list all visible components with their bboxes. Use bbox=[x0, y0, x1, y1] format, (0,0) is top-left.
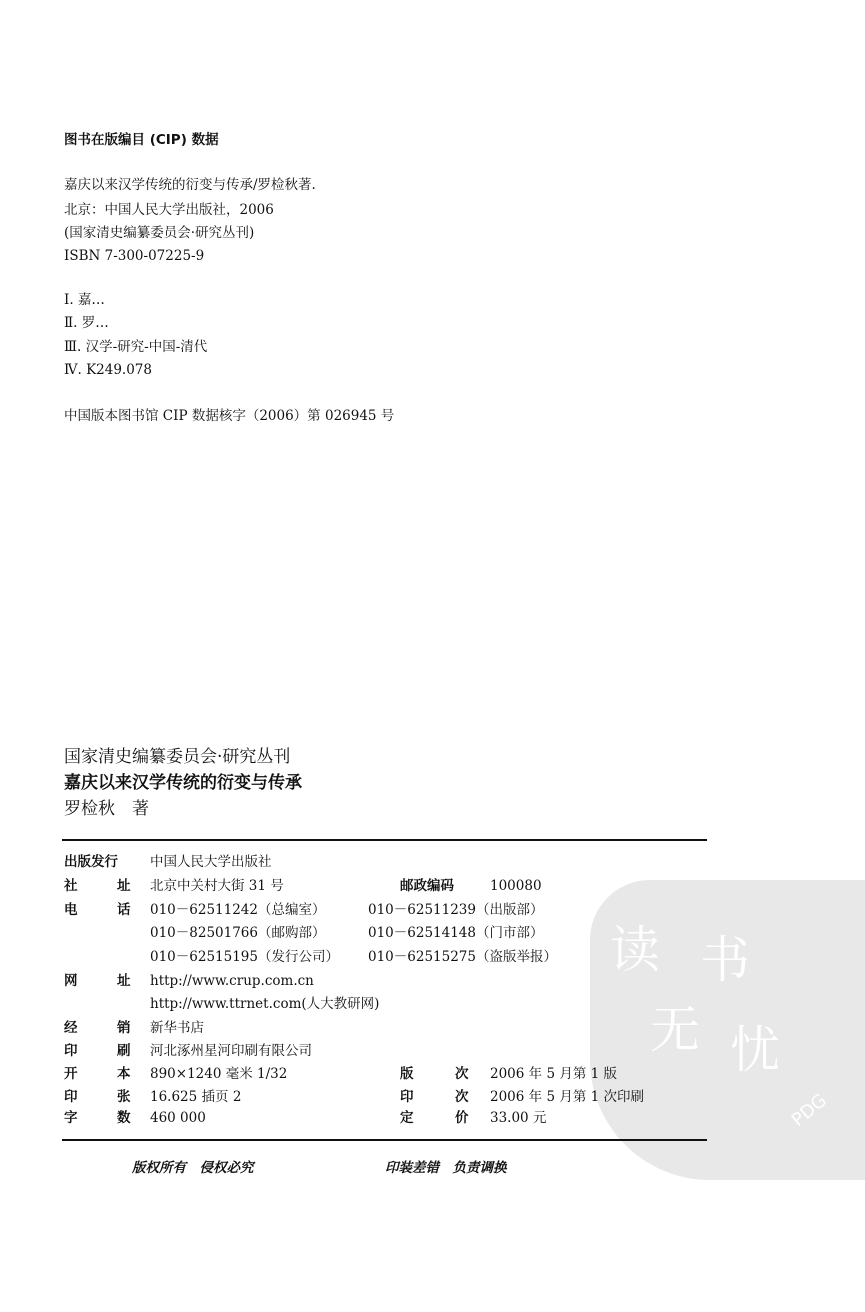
printing-label: 次 bbox=[455, 1089, 469, 1105]
phone-label: 电 bbox=[64, 902, 78, 918]
cip-subject: Ⅰ. 嘉… bbox=[64, 292, 105, 308]
printer-label: 印 bbox=[64, 1043, 78, 1059]
sheets-label: 张 bbox=[117, 1089, 131, 1105]
phone-value: 010－62515195（发行公司） bbox=[150, 949, 339, 965]
cip-subject: Ⅱ. 罗… bbox=[64, 315, 109, 331]
cip-line: 嘉庆以来汉学传统的衍变与传承/罗检秋著. bbox=[64, 177, 316, 193]
cip-subject: Ⅲ. 汉学-研究-中国-清代 bbox=[64, 339, 208, 355]
phone-value: 010－82501766（邮购部） bbox=[150, 925, 326, 941]
phone-label: 话 bbox=[117, 902, 131, 918]
edition-value: 2006 年 5 月第 1 版 bbox=[490, 1066, 617, 1082]
words-label: 字 bbox=[64, 1110, 78, 1126]
address-value: 北京中关村大街 31 号 bbox=[150, 878, 284, 894]
cip-line: (国家清史编纂委员会·研究丛刊) bbox=[64, 225, 255, 241]
words-value: 460 000 bbox=[150, 1110, 206, 1126]
cip-line: 北京：中国人民大学出版社，2006 bbox=[64, 202, 274, 218]
cip-subject: Ⅳ. K249.078 bbox=[64, 362, 152, 378]
cip-verification: 中国版本图书馆 CIP 数据核字（2006）第 026945 号 bbox=[64, 408, 395, 424]
web-label: 址 bbox=[117, 973, 131, 989]
book-title: 嘉庆以来汉学传统的衍变与传承 bbox=[64, 773, 302, 793]
web-link[interactable]: http://www.ttrnet.com(人大教研网) bbox=[150, 996, 380, 1012]
printing-value: 2006 年 5 月第 1 次印刷 bbox=[490, 1089, 644, 1105]
price-value: 33.00 元 bbox=[490, 1110, 547, 1126]
distributor-label: 经 bbox=[64, 1020, 78, 1036]
edition-label: 次 bbox=[455, 1066, 469, 1082]
address-label: 址 bbox=[117, 878, 131, 894]
printer-value: 河北涿州星河印刷有限公司 bbox=[150, 1043, 312, 1059]
cip-heading: 图书在版编目 (CIP) 数据 bbox=[64, 132, 219, 148]
publisher-label: 出版发行 bbox=[64, 854, 118, 870]
divider bbox=[62, 1139, 707, 1141]
web-label: 网 bbox=[64, 973, 78, 989]
phone-value: 010－62515275（盗版举报） bbox=[368, 949, 557, 965]
postcode-label: 邮政编码 bbox=[400, 878, 454, 894]
web-link[interactable]: http://www.crup.com.cn bbox=[150, 973, 314, 989]
words-label: 数 bbox=[117, 1110, 131, 1126]
format-label: 开 bbox=[64, 1066, 78, 1082]
replacement-notice: 印装差错 负责调换 bbox=[385, 1160, 507, 1176]
distributor-label: 销 bbox=[117, 1020, 131, 1036]
phone-value: 010－62511242（总编室） bbox=[150, 902, 326, 918]
phone-value: 010－62514148（门市部） bbox=[368, 925, 544, 941]
postcode-value: 100080 bbox=[490, 878, 542, 894]
format-value: 890×1240 毫米 1/32 bbox=[150, 1066, 288, 1082]
price-label: 定 bbox=[400, 1110, 414, 1126]
address-label: 社 bbox=[64, 878, 78, 894]
printer-label: 刷 bbox=[117, 1043, 131, 1059]
phone-value: 010－62511239（出版部） bbox=[368, 902, 544, 918]
distributor-value: 新华书店 bbox=[150, 1020, 204, 1036]
sheets-label: 印 bbox=[64, 1089, 78, 1105]
price-label: 价 bbox=[455, 1110, 469, 1126]
divider bbox=[62, 839, 707, 841]
book-author: 罗检秋 著 bbox=[64, 799, 149, 819]
format-label: 本 bbox=[117, 1066, 131, 1082]
edition-label: 版 bbox=[400, 1066, 414, 1082]
series-title: 国家清史编纂委员会·研究丛刊 bbox=[64, 747, 291, 767]
cip-isbn: ISBN 7-300-07225-9 bbox=[64, 248, 205, 264]
publisher-value: 中国人民大学出版社 bbox=[150, 854, 272, 870]
copyright-notice: 版权所有 侵权必究 bbox=[132, 1160, 254, 1176]
printing-label: 印 bbox=[400, 1089, 414, 1105]
sheets-value: 16.625 插页 2 bbox=[150, 1089, 242, 1105]
pdg-watermark: 读 书 无 忧 PDG bbox=[590, 880, 865, 1180]
